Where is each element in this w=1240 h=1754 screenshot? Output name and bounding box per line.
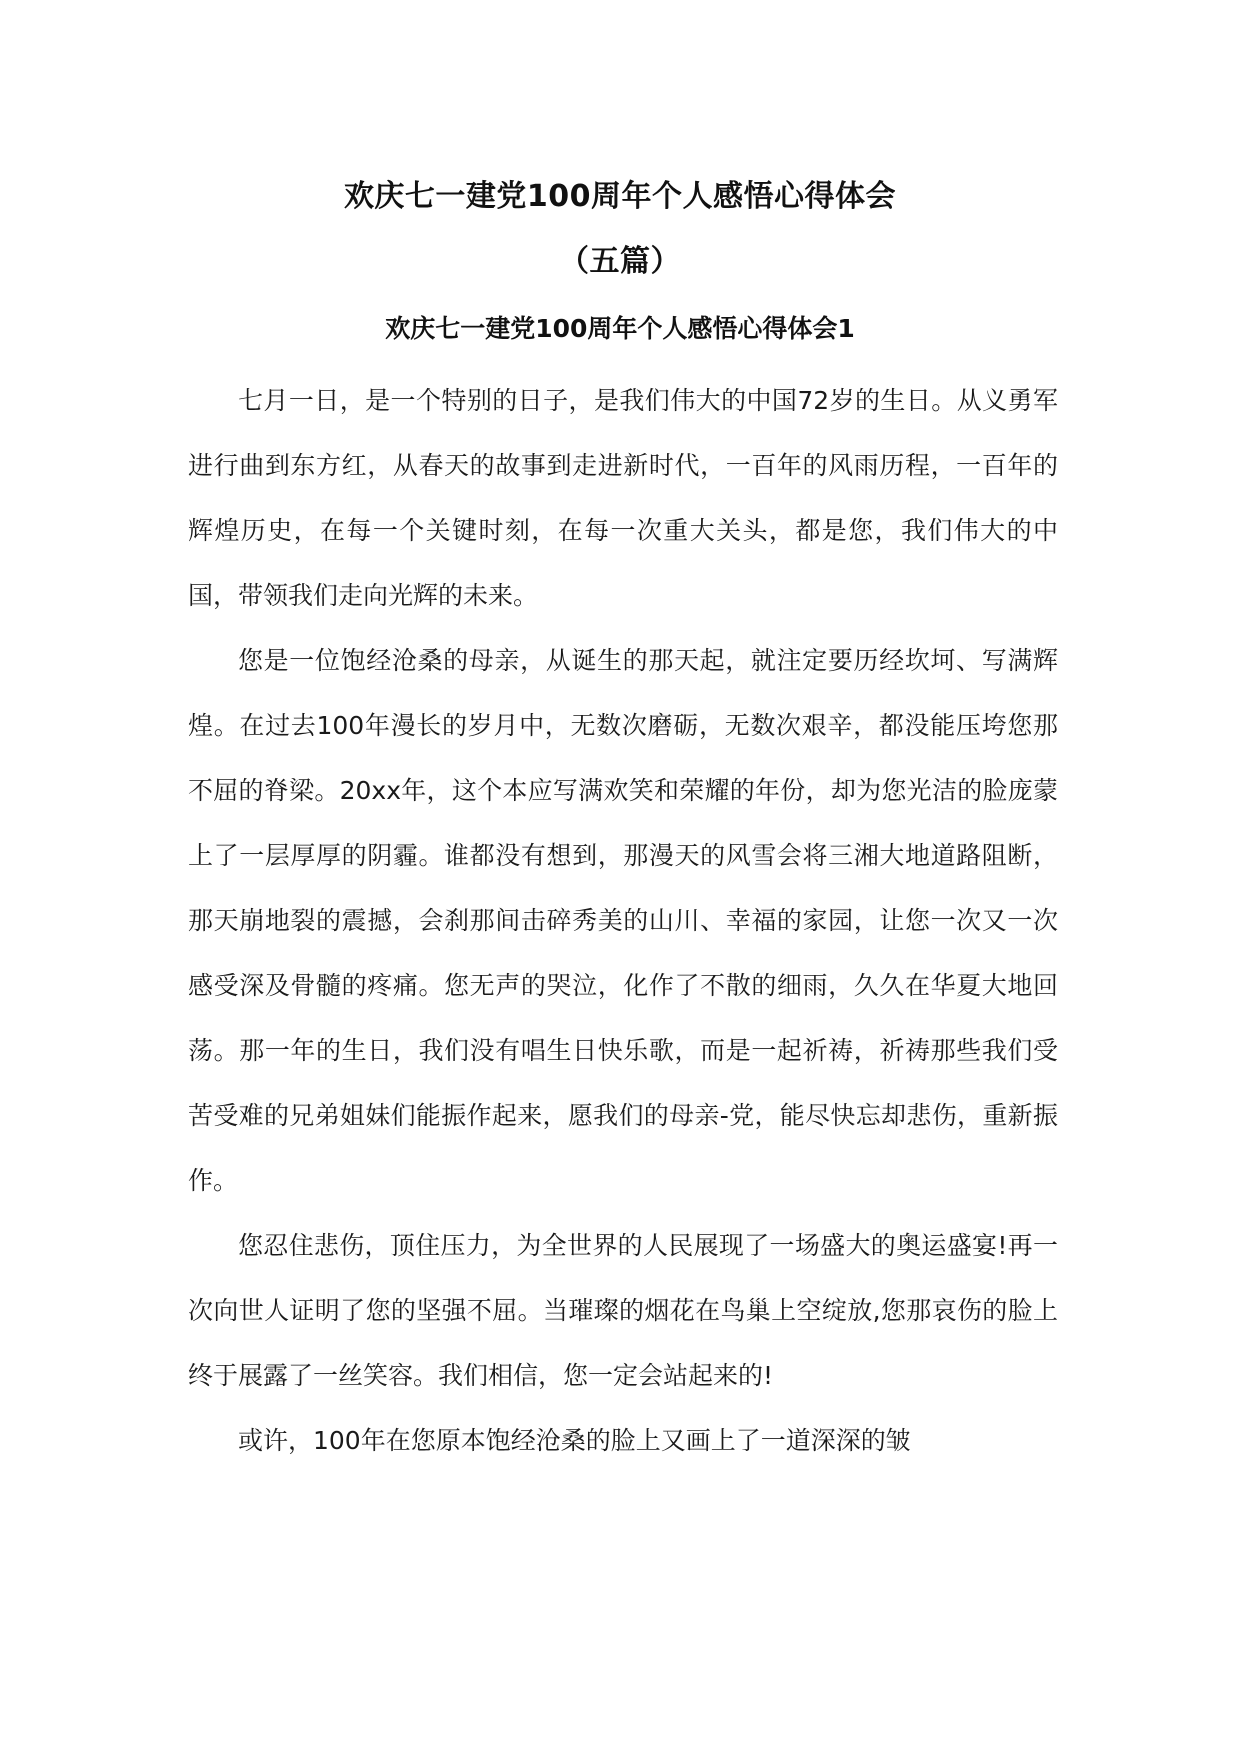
document-subtitle: （五篇）	[559, 244, 681, 279]
paragraph-3: 您忍住悲伤，顶住压力，为全世界的人民展现了一场盛大的奥运盛宴!再一次向世人证明了您的坚强不屈。当璀璨的烟花在鸟巢上空绽放,您那哀伤的脸上终于展露了一丝笑容。我们相信，您一定会站起来的!	[188, 1231, 1058, 1390]
section-heading: 欢庆七一建党100周年个人感悟心得体会1	[385, 314, 855, 343]
document-body	[188, 368, 1058, 1473]
paragraph-2: 您是一位饱经沧桑的母亲，从诞生的那天起，就注定要历经坎坷、写满辉煌。在过去100年漫长的岁月中，无数次磨砺，无数次艰辛，都没能压垮您那不屈的脊梁。20xx年，这个本应写满欢笑和荣耀的年份，却为您光洁的脸庞蒙上了一层厚厚的阴霾。谁都没有想到，那漫天的风雪会将三湘大地道路阻断，那天崩地裂的震撼，会刹那间击碎秀美的山川、幸福的家园，让您一次又一次感受深及骨髓的疼痛。您无声的哭泣，化作了不散的细雨，久久在华夏大地回荡。那一年的生日，我们没有唱生日快乐歌，而是一起祈祷，祈祷那些我们受苦受难的兄弟姐妹们能振作起来，愿我们的母亲-党，能尽快忘却悲伤，重新振作。	[188, 646, 1058, 1195]
paragraph-1: 七月一日，是一个特别的日子，是我们伟大的中国72岁的生日。从义勇军进行曲到东方红，从春天的故事到走进新时代，一百年的风雨历程，一百年的辉煌历史，在每一个关键时刻，在每一次重大关头，都是您，我们伟大的中国，带领我们走向光辉的未来。	[188, 386, 1058, 610]
paragraph-4: 或许，100年在您原本饱经沧桑的脸上又画上了一道深深的皱	[238, 1426, 911, 1455]
document-title: 欢庆七一建党100周年个人感悟心得体会	[343, 179, 897, 214]
